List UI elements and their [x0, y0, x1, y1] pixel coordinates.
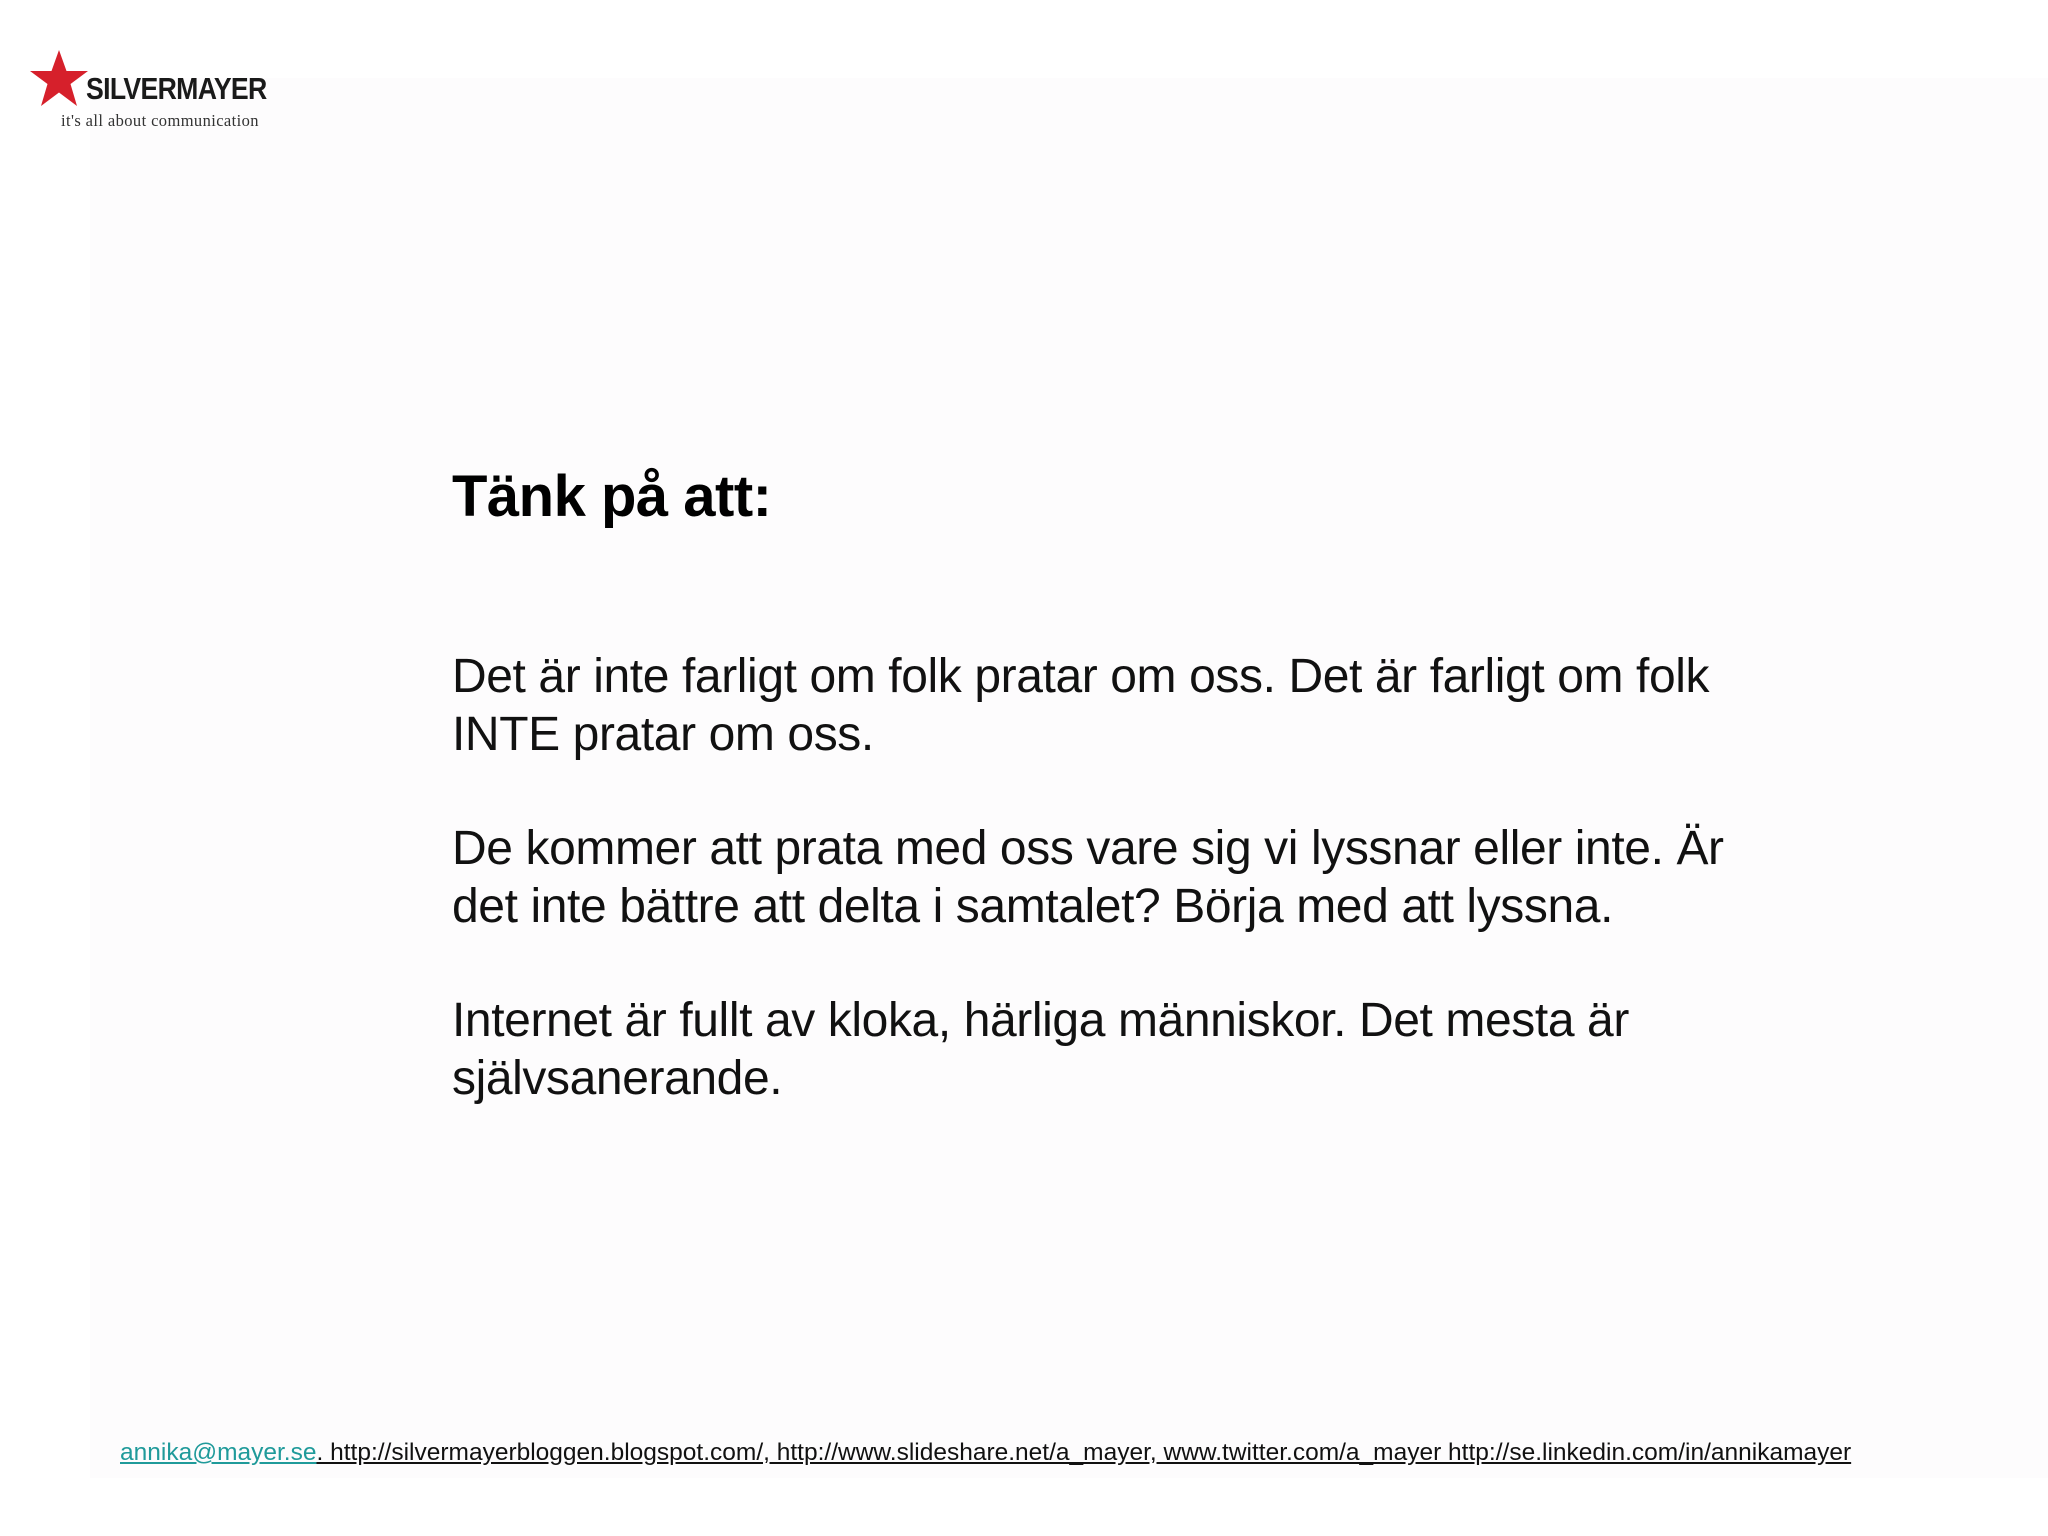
- paragraph-2: De kommer att prata med oss vare sig vi lyssnar eller inte. Är det inte bättre att delta i samtalet? Börja med att lyssna.: [452, 822, 1724, 933]
- slide-content: [452, 462, 1752, 1107]
- footer-contact-line: [120, 1438, 2048, 1468]
- slide-title: Tänk på att:: [452, 464, 772, 529]
- paragraph-3: Internet är fullt av kloka, härliga människor. Det mesta är självsanerande.: [452, 994, 1629, 1105]
- footer-web-links[interactable]: . http://silvermayerbloggen.blogspot.com/, http://www.slideshare.net/a_mayer, www.twitter.com/a_mayer http://se.linkedin.com/in/annikamayer: [316, 1439, 1852, 1466]
- logo-tagline: it's all about communication: [61, 111, 259, 130]
- paragraph-1: Det är inte farligt om folk pratar om oss. Det är farligt om folk INTE pratar om oss.: [452, 650, 1710, 761]
- red-star-icon: [28, 48, 90, 110]
- silvermayer-logo: [28, 48, 308, 134]
- logo-name: SILVERMAYER: [86, 71, 267, 106]
- footer-email-link[interactable]: annika@mayer.se: [120, 1439, 317, 1466]
